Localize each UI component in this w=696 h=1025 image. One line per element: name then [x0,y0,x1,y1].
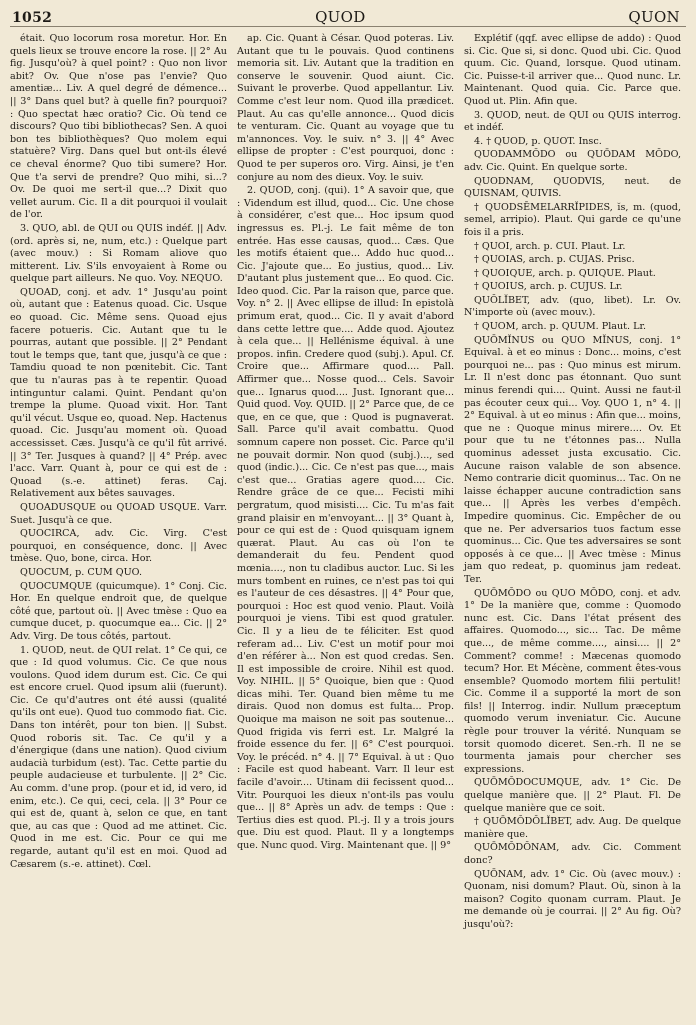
column-3 [464,33,681,933]
dictionary-entry: QUOAD, conj. et adv. 1° Jusqu'au point où, autant que : Eatenus quoad. Cic. Usque eo quoad. Cic. Même sens. Quoad ejus facere potueris. Cic. Autant que tu le pourras, autant que possible. || 2° Pendant tout le temps que, tant que, jusqu'à ce que : Tamdiu quoad te non pœnitebit. Cic. Tant que tu n'auras pas à te repentir. Quoad intinguntur calami. Quint. Pendant qu'on trempe la plume. Quoad vixit. Hor. Tant qu'il vécut. Usque eo, quoad. Nep. Hactenus quoad. Cic. Jusqu'au moment où. Quoad accessisset. Cæs. Jusqu'à ce qu'il fût arrivé. || 3° Ter. Jusques à quand? || 4° Prép. avec l'acc. Varr. Quant à, pour ce qui est de : Quoad (s.-e. attinet) feras. Caj. Relativement aux bêtes sauvages. [10,286,227,500]
column-2 [237,33,454,933]
dictionary-entry: † QUOIAS, arch. p. CUJAS. Prisc. [474,254,635,266]
dictionary-entry: † QUOIUS, arch. p. CUJUS. Lr. [474,281,623,293]
dictionary-entry: † QUOIQUE, arch. p. QUIQUE. Plaut. [474,267,656,279]
text-columns [10,27,686,933]
dictionary-entry: 2. QUOD, conj. (qui). 1° A savoir que, que : Videndum est illud, quod... Cic. Une chose à considérer, c'est que... Hoc ipsum quod ingressus es. Pl.-j. Le fait même de ton entrée. Has esse causas, quod... Cæs. Que les motifs étaient que... Addo huc quod... Cic. J'ajoute que... Eo justius, quod... Liv. D'autant plus justement que... Eo quod. Cic. Ideo quod. Cic. Par la raison que, parce que. Voy. n° 2. || Avec ellipse de illud: In epistolà primum erat, quod... Cic. Il y avait d'abord dans cette lettre que.... Adde quod. Ajoutez à cela que... || Hellénisme équival. à une propos. infin. Credere quod (subj.). Apul. Cf. Croire que... Affirmare quod.... Pall. Affirmer que... Nosse quod... Cels. Savoir que... Ignarus quod.... Just. Ignorant que... Quid quod. Voy. QUID. || 2° Parce que, de ce que, en ce que, que : Quod is pugnaverat. Sall. Parce qu'il avait combattu. Quod somnum capere non posset. Cic. Parce qu'il ne pouvait dormir. Non quod (subj.)..., sed quod (indic.)... Cic. Ce n'est pas que..., mais c'est que... Gratias agere quod.... Cic. Rendre grâce de ce que... Fecisti mihi pergratum, quod misisti.... Cic. Tu m'as fait grand plaisir en m'envoyant... || 3° Quant à, pour ce qui est de : Quod quisquam ignem quærat. Plaut. Au cas où l'on te demanderait du feu. Pendent quod mœnia...., non tu cladibus auctor. Luc. Si les murs tombent en ruines, ce n'est pas toi qui es l'auteur de ces désastres. || 4° Pour que, pourquoi : Hoc est quod venio. Plaut. Voilà pourquoi je viens. Tibi est quod gratuler. Cic. Il y a lieu de te féliciter. Est quod referam ad... Liv. C'est un motif pour moi d'en référer à... Non est quod credas. Sen. Il est impossible de croire. Nihil est quod. Voy. NIHIL. || 5° Quoique, bien que : Quod dicas mihi. Ter. Quand bien même tu me dirais. Quod non domus est fulta... Prop. Quoique ma maison ne soit pas soutenue... Quod frigida vis ferri est. Lr. Malgré la froide essence du fer. || 6° C'est pourquoi. Voy. le précéd. n° 4. || 7° Equival. à ut : Quo : Facile est quod habeant. Varr. Il leur est facile d'avoir.... Utinam dii fecissent quod... Vitr. Pourquoi les dieux n'ont-ils pas voulu que... || 8° Après un adv. de temps : Que : Tertius dies est quod. Pl.-j. Il y a trois jours que. Diu est quod. Plaut. Il y a longtemps que. Nunc quod. Virg. Maintenant que. || 9° [237,185,454,851]
dictionary-entry: † QUŌMŎDŎLĬBET, adv. Aug. De quelque manière que. [464,816,681,840]
dictionary-entry: QUŎLĬBET, adv. (quo, libet). Lr. Ov. N'importe où (avec mouv.). [464,294,681,319]
page-number: 1052 [12,10,53,26]
dictionary-entry: QUODAMMŎDO ou QUŌDAM MŎDO, adv. Cic. Quint. En quelque sorte. [464,149,681,173]
dictionary-entry: QUODNAM, QUODVIS, neut. de QUISNAM, QUIVIS. [464,175,681,200]
dictionary-entry: 1. QUOD, neut. de QUI relat. 1° Ce qui, ce que : Id quod volumus. Cic. Ce que nous voulons. Quod idem durum est. Cic. Ce qui est encore cruel. Quod ipsum alii (fuerunt). Cic. Ce qu'd'autres ont été aussi (qualité qu'ils ont eue). Quod tuo commodo fiat. Cic. Dans ton intérêt, pour ton bien. || Subst. Quod roboris sit. Tac. Ce qu'il y a d'énergique (dans une nation). Quod civium audacià turbidum (est). Tac. Cette partie du peuple audacieuse et turbulente. || 2° Cic. Au comm. d'une prop. (pour et id, id vero, id enim, etc.). Ce qui, ceci, cela. || 3° Pour ce qui est de, quant à, selon ce que, en tant que, au cas que : Quod ad me attinet. Cic. Quod in me est. Cic. Pour ce qui me regarde, autant qu'il est en moi. Quod ad Cæsarem (s.-e. attinet). Cœl. [10,644,227,870]
dictionary-entry: QUŌMĬNUS ou QUO MĬNUS, conj. 1° Equival. à et eo minus : Donc... moins, c'est pourquoi ne... pas : Quo minus est mirum. Lr. Il n'est donc pas étonnant. Quo sunt minus ferendi qui.... Quint. Aussi ne faut-il pas écouter ceux qui... Voy. QUO 1, n° 4. || 2° Equival. à ut eo minus : Afin que... moins, que ne : Quoque minus mirere.... Ov. Et pour que tu ne t'étonnes pas... Nulla quominus adesset justa excusatio. Cic. Aucune raison valable de son absence. Nemo contrarie dicit quominus... Tac. On ne laisse échapper aucune contradiction sans que... || Après les verbes d'empêch. Impedire quominus. Cic. Empêcher de ou que ne. Per adversarios tuos factum esse quominus... Cic. Que tes adversaires se sont opposés à ce que... || Avec tmèse : Minus jam quo redeat, p. quominus jam redeat. Ter. [464,334,681,585]
dictionary-entry: † QUOI, arch. p. CUI. Plaut. Lr. [474,240,626,252]
dictionary-entry: Explétif (qqf. avec ellipse de addo) : Quod si. Cic. Que si, si donc. Quod ubi. Cic. Quod quum. Cic. Quand, lorsque. Quod utinam. Cic. Puisse-t-il arriver que... Quod nunc. Lr. Maintenant. Quod quia. Cic. Parce que. Quod ut. Plin. Afin que. [464,33,681,107]
header-center-word: QUOD [315,8,366,26]
dictionary-entry: QUŌMŎDO ou QUO MŎDO, conj. et adv. 1° De la manière que, comme : Quomodo nunc est. Cic. Dans l'état présent des affaires. Quomodo..., sic... Tac. De même que..., de même comme...., ainsi.... || 2° Comment? comme! : Mæcenas quomodo tecum? Hor. Et Mécène, comment êtes-vous ensemble? Quomodo mortem filii pertulit! Cic. Comme il a supporté la mort de son fils! || Interrog. indir. Nullum præceptum quomodo verum inveniatur. Cic. Aucune règle pour trouver la vérité. Nunquam se torsit quomodo diceret. Sen.-rh. Il ne se tourmenta jamais pour chercher ses expressions. [464,587,681,775]
dictionary-entry: QUŌNAM, adv. 1° Cic. Où (avec mouv.) : Quonam, nisi domum? Plaut. Où, sinon à la maison? Cogito quonam curram. Plaut. Je me demande où je courrai. || 2° Au fig. Où? jusqu'où?: [464,868,681,930]
dictionary-entry: 3. QUOD, neut. de QUI ou QUIS interrog. et indéf. [464,109,681,134]
header-right-word: QUON [628,8,680,26]
page-header [10,6,686,27]
dictionary-entry: était. Quo locorum rosa moretur. Hor. En quels lieux se trouve encore la rose. || 2° Au fig. Jusqu'où? à quel point? : Quo non livor abit? Ov. Que n'ose pas l'envie? Quo amentiæ... Liv. A quel degré de démence... || 3° Dans quel but? à quelle fin? pourquoi? : Quo spectat hæc oratio? Cic. Où tend ce discours? Quo tibi bibliothecas? Sen. A quoi bon tes bibliothèques? Quo molem equi statuère? Virg. Dans quel but ont-ils élevé ce cheval énorme? Quo tibi sumere? Hor. Que t'a servi de prendre? Quo mihi, si...? Ov. De quoi me sert-il que...? Dixit quo vellet aurum. Cic. Il a dit pourquoi il voulait de l'or. [10,33,227,221]
column-1 [10,33,227,933]
dictionary-entry: QUŌMŎDŎNAM, adv. Cic. Comment donc? [464,842,681,866]
dictionary-entry: 3. QUO, abl. de QUI ou QUIS indéf. || Adv. (ord. après si, ne, num, etc.) : Quelque part (avec mouv.) : Si Romam aliove quo mitterent. Liv. S'ils envoyaient à Rome ou quelque part ailleurs. Ne quo. Voy. NEQUO. [10,222,227,285]
dictionary-entry: † QUODSĒMELARRĬPIDES, ĭs, m. (quod, semel, arripio). Plaut. Qui garde ce qu'une fois il a pris. [464,201,681,238]
dictionary-entry: QUOCUM, p. CUM QUO. [20,566,143,578]
dictionary-entry: ap. Cic. Quant à César. Quod poteras. Liv. Autant que tu le pouvais. Quod continens memoria sit. Liv. Autant que la tradition en conserve le souvenir. Quod aiunt. Cic. Suivant le proverbe. Quod appellantur. Liv. Comme c'est leur nom. Quod illa prædicet. Plaut. Au cas qu'elle annonce... Quod dicis te venturam. Cic. Quant au voyage que tu m'annonces. Voy. le suiv. n° 3. || 4° Avec ellipse de propter : C'est pourquoi, donc : Quod te per superos oro. Virg. Ainsi, je t'en conjure au nom des dieux. Voy. le suiv. [237,33,454,183]
dictionary-entry: QUOADUSQUE ou QUOAD USQUE. Varr. Suet. Jusqu'à ce que. [10,501,227,526]
dictionary-entry: 4. † QUOD, p. QUOT. Insc. [474,135,602,147]
dictionary-entry: QUOCIRCA, adv. Cic. Virg. C'est pourquoi, en conséquence, donc. || Avec tmèse. Quo, bone, circa. Hor. [10,528,227,565]
dictionary-entry: † QUOM, arch. p. QUUM. Plaut. Lr. [474,321,647,333]
dictionary-entry: QUŌMŎDOCUMQUE, adv. 1° Cic. De quelque manière que. || 2° Plaut. Fl. De quelque manière que ce soit. [464,777,681,814]
dictionary-entry: QUOCUMQUE (quicumque). 1° Conj. Cic. Hor. En quelque endroit que, de quelque côté que, partout où. || Avec tmèse : Quo ea cumque ducet, p. quocumque ea... Cic. || 2° Adv. Virg. De tous côtés, partout. [10,580,227,642]
